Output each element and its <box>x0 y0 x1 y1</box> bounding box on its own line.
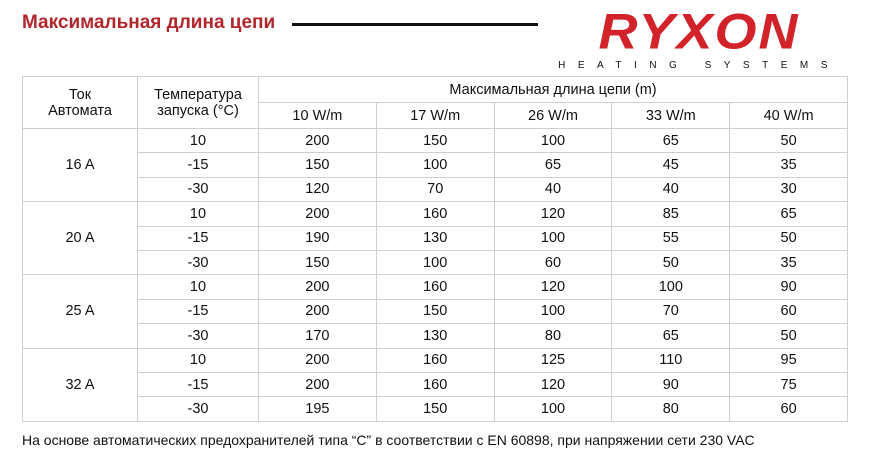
circuit-length-table <box>22 76 848 422</box>
brand-logo <box>540 4 858 71</box>
header-current-line1: Ток <box>68 86 92 103</box>
length-cell: 40 <box>494 177 612 201</box>
temperature-cell: 10 <box>138 129 259 153</box>
length-cell: 75 <box>730 372 848 396</box>
length-cell: 130 <box>376 324 494 348</box>
temperature-cell: -15 <box>138 226 259 250</box>
length-cell: 70 <box>612 299 730 323</box>
length-cell: 70 <box>376 177 494 201</box>
table-row <box>23 348 848 372</box>
length-cell: 160 <box>376 348 494 372</box>
temperature-cell: 10 <box>138 348 259 372</box>
length-cell: 120 <box>259 177 377 201</box>
length-cell: 160 <box>376 372 494 396</box>
header-temperature <box>138 77 259 129</box>
length-cell: 100 <box>494 397 612 421</box>
header-power-17: 17 W/m <box>376 103 494 129</box>
current-cell: 32 A <box>23 348 138 421</box>
length-cell: 100 <box>494 226 612 250</box>
length-cell: 90 <box>730 275 848 299</box>
length-cell: 200 <box>259 372 377 396</box>
length-cell: 160 <box>376 202 494 226</box>
length-cell: 60 <box>730 397 848 421</box>
length-cell: 120 <box>494 372 612 396</box>
length-cell: 30 <box>730 177 848 201</box>
temperature-cell: -30 <box>138 177 259 201</box>
length-cell: 55 <box>612 226 730 250</box>
length-cell: 150 <box>376 299 494 323</box>
length-cell: 150 <box>376 397 494 421</box>
current-cell: 16 A <box>23 129 138 202</box>
length-cell: 200 <box>259 275 377 299</box>
header-power-10: 10 W/m <box>259 103 377 129</box>
header-temperature-line1: Температура <box>154 86 242 103</box>
table-row <box>23 153 848 177</box>
table-row <box>23 299 848 323</box>
header-max-length: Максимальная длина цепи (m) <box>259 77 848 103</box>
table-row <box>23 250 848 274</box>
length-cell: 50 <box>612 250 730 274</box>
length-cell: 40 <box>612 177 730 201</box>
length-cell: 60 <box>730 299 848 323</box>
current-cell: 20 A <box>23 202 138 275</box>
temperature-cell: -15 <box>138 299 259 323</box>
length-cell: 85 <box>612 202 730 226</box>
length-cell: 65 <box>612 324 730 348</box>
length-cell: 150 <box>259 250 377 274</box>
length-cell: 150 <box>376 129 494 153</box>
table-row <box>23 397 848 421</box>
length-cell: 195 <box>259 397 377 421</box>
length-cell: 120 <box>494 202 612 226</box>
length-cell: 65 <box>494 153 612 177</box>
header-power-33: 33 W/m <box>612 103 730 129</box>
length-cell: 65 <box>612 129 730 153</box>
length-cell: 50 <box>730 129 848 153</box>
length-cell: 50 <box>730 324 848 348</box>
length-cell: 100 <box>376 250 494 274</box>
length-cell: 45 <box>612 153 730 177</box>
length-cell: 200 <box>259 348 377 372</box>
length-cell: 80 <box>494 324 612 348</box>
length-cell: 50 <box>730 226 848 250</box>
header-power-40: 40 W/m <box>730 103 848 129</box>
header-current <box>23 77 138 129</box>
length-cell: 100 <box>494 299 612 323</box>
title-underline <box>292 23 538 26</box>
length-cell: 160 <box>376 275 494 299</box>
length-cell: 125 <box>494 348 612 372</box>
current-cell: 25 A <box>23 275 138 348</box>
length-cell: 120 <box>494 275 612 299</box>
table-row <box>23 177 848 201</box>
length-cell: 90 <box>612 372 730 396</box>
length-cell: 65 <box>730 202 848 226</box>
length-cell: 130 <box>376 226 494 250</box>
table-row <box>23 324 848 348</box>
footer-note: На основе автоматических предохранителей типа “С” в соответствии с EN 60898, при напряжении сети 230 VAC <box>22 432 755 448</box>
length-cell: 110 <box>612 348 730 372</box>
temperature-cell: -30 <box>138 397 259 421</box>
length-cell: 200 <box>259 202 377 226</box>
length-cell: 190 <box>259 226 377 250</box>
length-cell: 60 <box>494 250 612 274</box>
table-row <box>23 129 848 153</box>
temperature-cell: -15 <box>138 372 259 396</box>
header-power-26: 26 W/m <box>494 103 612 129</box>
header-current-line2: Автомата <box>48 102 112 119</box>
header-temperature-line2: запуска (°С) <box>157 102 239 119</box>
length-cell: 100 <box>612 275 730 299</box>
temperature-cell: -30 <box>138 324 259 348</box>
length-cell: 35 <box>730 153 848 177</box>
length-cell: 35 <box>730 250 848 274</box>
length-cell: 100 <box>376 153 494 177</box>
length-cell: 170 <box>259 324 377 348</box>
length-cell: 80 <box>612 397 730 421</box>
brand-subtitle: HEATING SYSTEMS <box>558 60 840 71</box>
length-cell: 200 <box>259 299 377 323</box>
length-cell: 95 <box>730 348 848 372</box>
length-cell: 200 <box>259 129 377 153</box>
page-title: Максимальная длина цепи <box>22 12 276 33</box>
brand-name: RYXON <box>598 4 800 60</box>
temperature-cell: -30 <box>138 250 259 274</box>
temperature-cell: -15 <box>138 153 259 177</box>
table-row <box>23 202 848 226</box>
table-row <box>23 372 848 396</box>
length-cell: 100 <box>494 129 612 153</box>
temperature-cell: 10 <box>138 275 259 299</box>
temperature-cell: 10 <box>138 202 259 226</box>
table-row <box>23 226 848 250</box>
length-cell: 150 <box>259 153 377 177</box>
table-row <box>23 275 848 299</box>
